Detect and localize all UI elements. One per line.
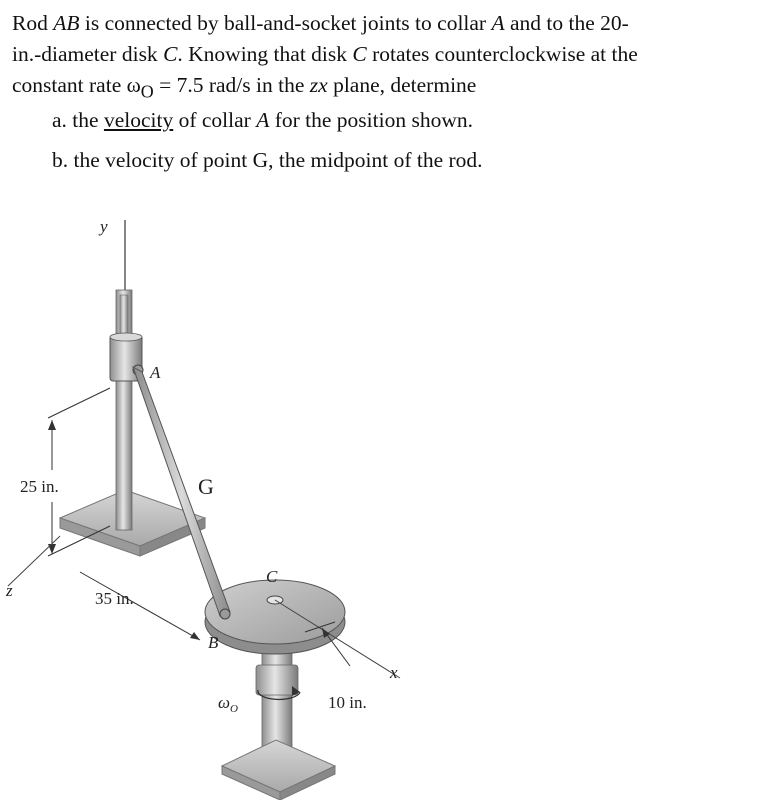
- part-a-suffix: for the position shown.: [269, 108, 473, 132]
- dim-35-arrow: [190, 632, 200, 640]
- text-diameter: in.-diameter disk: [12, 42, 164, 66]
- text-collar-A: A: [491, 11, 505, 35]
- shaft-bearing: [256, 665, 298, 695]
- right-base-top: [222, 740, 335, 792]
- text-omega-sub: O: [140, 81, 154, 102]
- x-axis-label: x: [390, 663, 398, 682]
- collar-top: [110, 333, 142, 341]
- velocity-link[interactable]: velocity: [103, 108, 174, 132]
- label-B: B: [208, 633, 219, 652]
- y-axis-label: y: [100, 217, 108, 236]
- part-a-A: A: [256, 108, 270, 132]
- text-zx: zx: [309, 73, 328, 97]
- omega-symbol: ω: [218, 693, 231, 712]
- joint-B: [220, 609, 230, 619]
- part-a-prefix: a. the: [52, 108, 104, 132]
- dim-25-label: 25 in.: [20, 477, 59, 496]
- text-disk-C-2: C: [352, 42, 367, 66]
- dim-35-label: 35 in.: [95, 589, 134, 608]
- z-axis-label: z: [6, 581, 13, 600]
- text-knowing: . Knowing that disk: [177, 42, 353, 66]
- text-plane: plane, determine: [327, 73, 477, 97]
- problem-line-3: [12, 70, 772, 107]
- part-a-mid: of collar: [173, 108, 257, 132]
- label-G: G: [198, 474, 214, 499]
- part-b: b. the velocity of point G, the midpoint of the rod.: [52, 148, 483, 172]
- z-axis-line: [8, 536, 60, 586]
- label-A: A: [150, 363, 161, 382]
- text-disk-C: C: [163, 42, 178, 66]
- problem-statement: [12, 8, 772, 107]
- text-rate-value: = 7.5 rad/s in the: [153, 73, 310, 97]
- text-and-to: and to the 20-: [504, 11, 629, 35]
- omega-label: [218, 693, 238, 715]
- text-AB: AB: [53, 11, 80, 35]
- text-constant-rate: constant rate ω: [12, 73, 141, 97]
- omega-subscript: O: [230, 703, 238, 715]
- part-a: [52, 108, 473, 133]
- text-rotates: rotates counterclockwise at the: [366, 42, 638, 66]
- mechanism-figure: [0, 200, 779, 800]
- text-connected: is connected by ball-and-socket joints to collar: [79, 11, 492, 35]
- dim-10-label: 10 in.: [328, 693, 367, 712]
- problem-line-1: [12, 8, 772, 39]
- label-C: C: [266, 567, 278, 586]
- problem-line-2: [12, 39, 772, 70]
- rod-AB: [133, 367, 230, 616]
- dim-25-top-ext: [48, 388, 110, 418]
- text-rod: Rod: [12, 11, 54, 35]
- dim-25-arrow-top: [48, 420, 56, 430]
